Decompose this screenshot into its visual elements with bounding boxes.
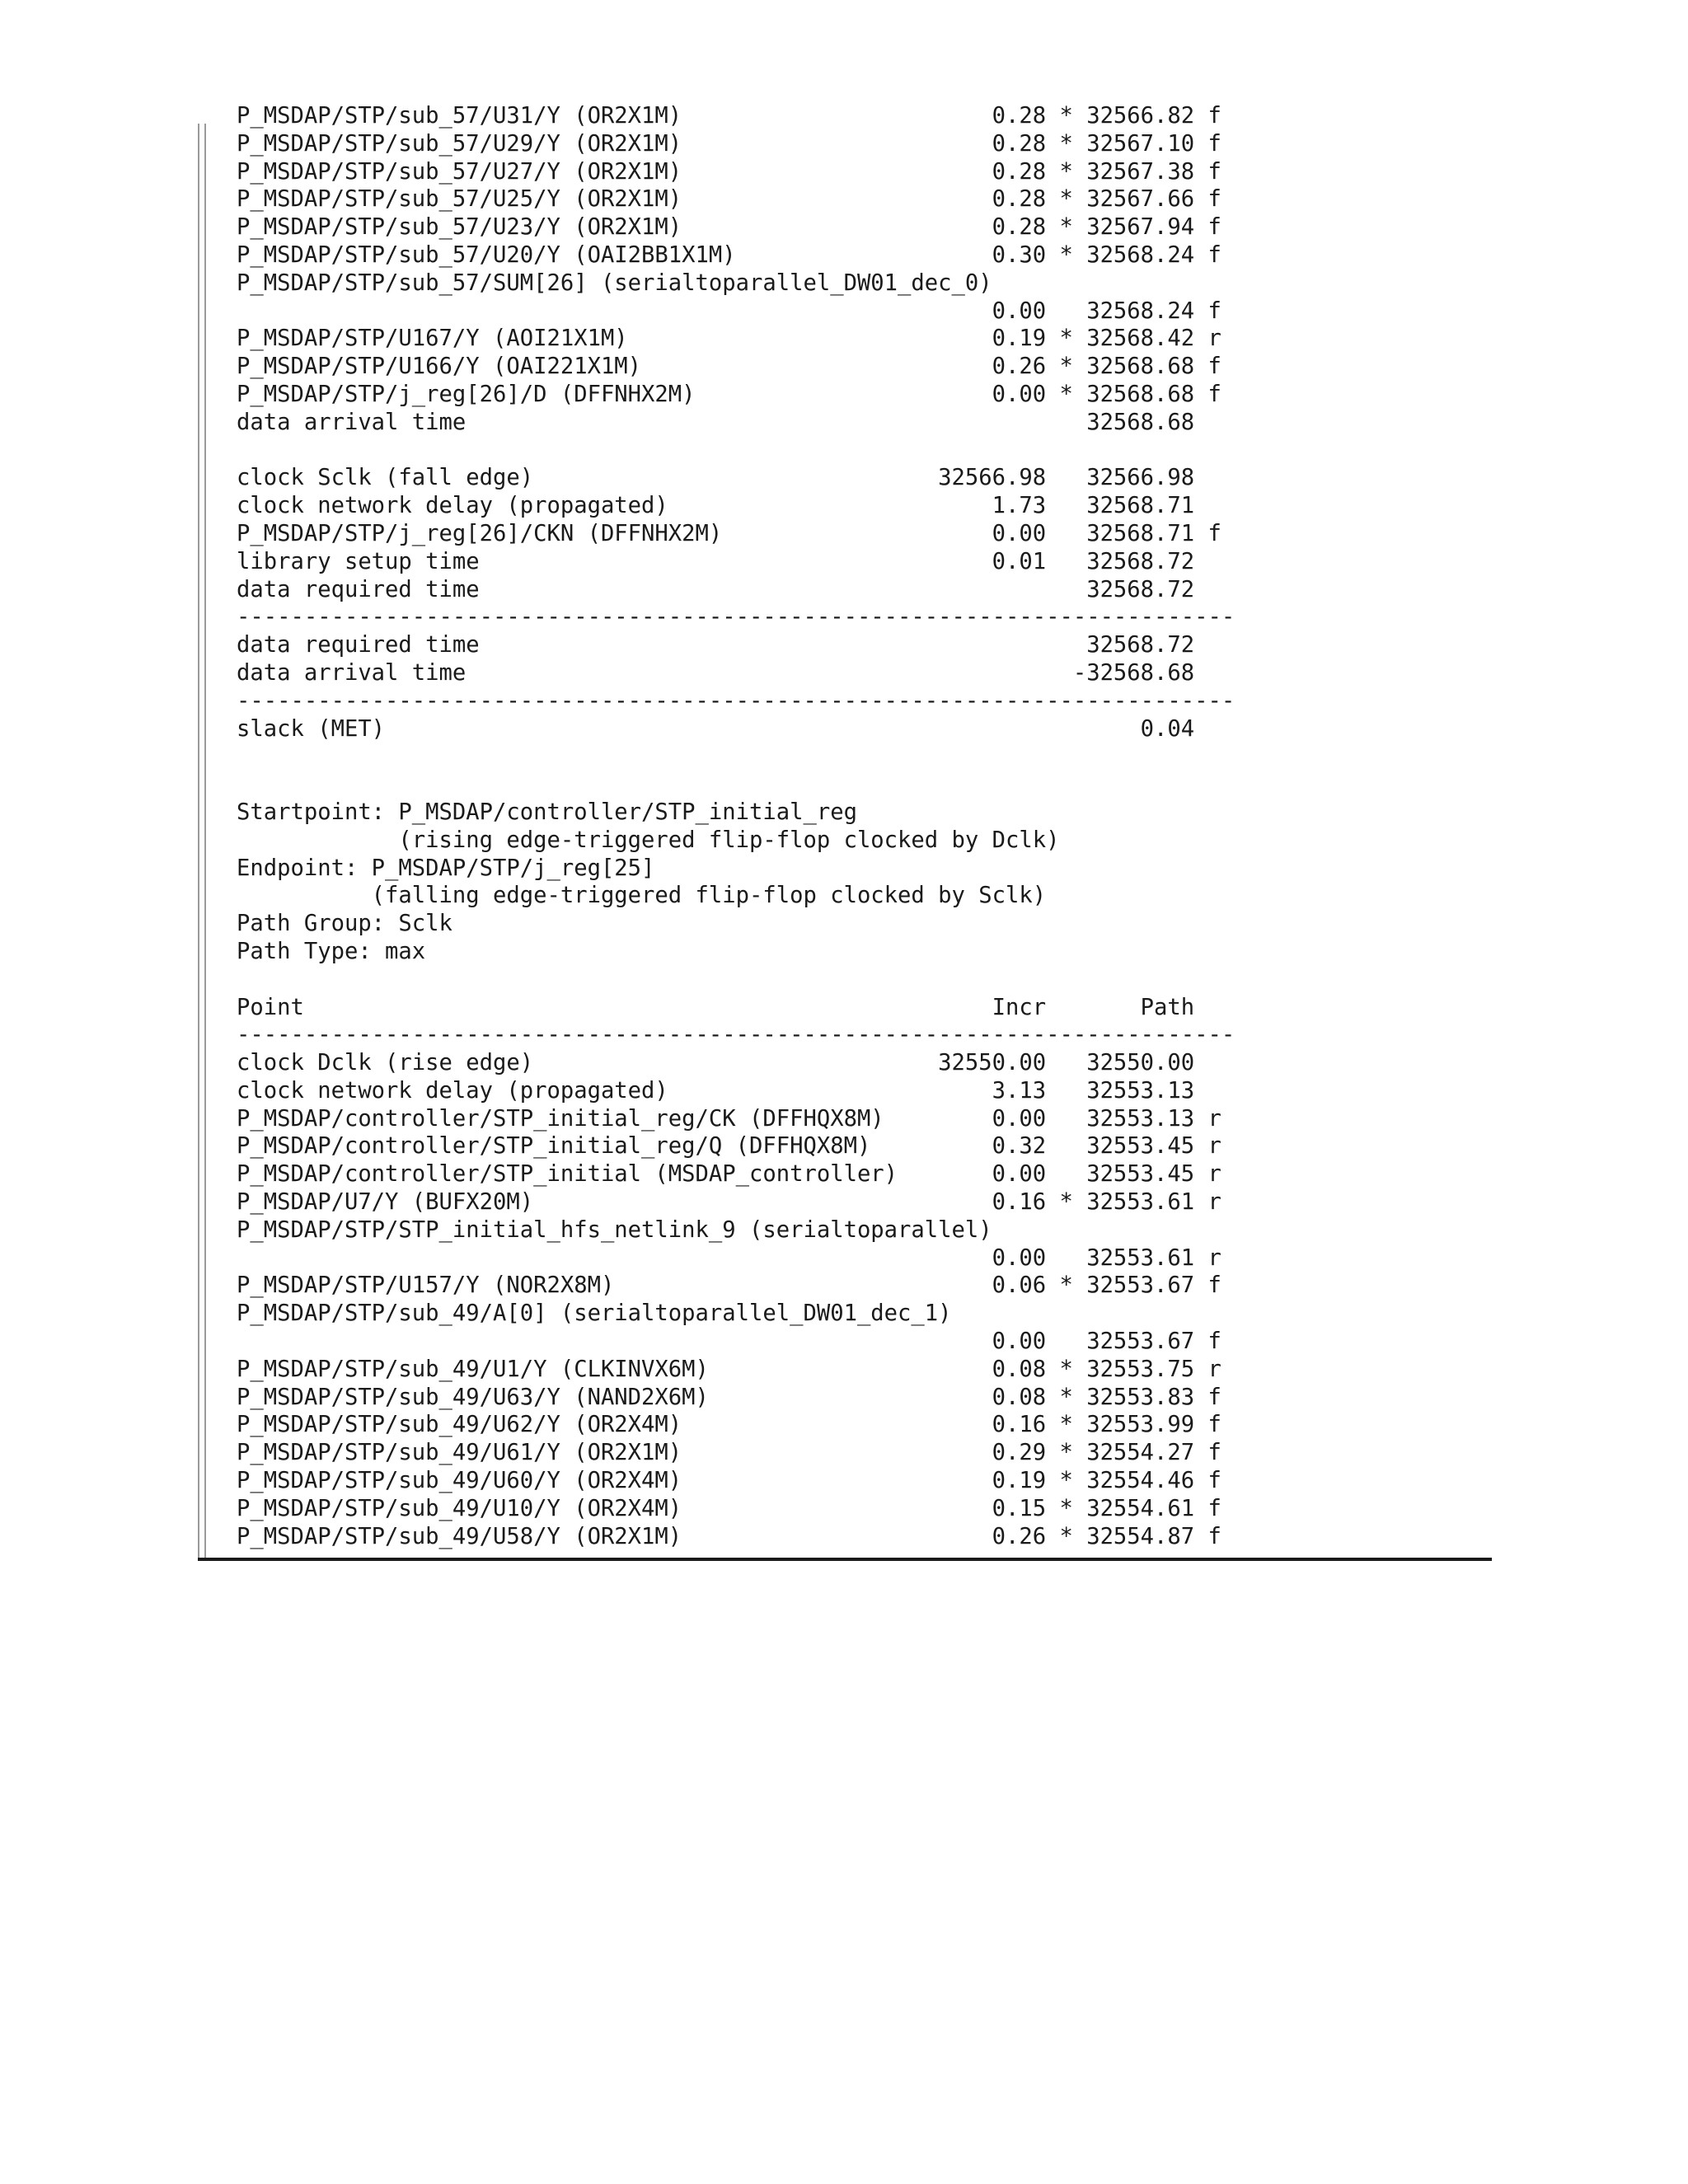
report-line: 0.00 32553.61 r: [237, 1244, 1221, 1271]
report-line: data arrival time 32568.68: [237, 409, 1195, 435]
bottom-border: [198, 1558, 1492, 1561]
report-line: slack (MET) 0.04: [237, 715, 1195, 742]
report-line: [237, 771, 1235, 799]
report-line: P_MSDAP/STP/sub_57/SUM[26] (serialtoparallel_DW01_dec_0): [237, 269, 992, 296]
timing-report-frame: [198, 103, 1492, 1561]
report-line: 0.00 32553.67 f: [237, 1329, 1221, 1355]
report-line: P_MSDAP/STP/sub_57/U20/Y (OAI2BB1X1M) 0.30 * 32568.24 f: [237, 241, 1221, 268]
report-line: clock network delay (propagated) 1.73 32568.71: [237, 493, 1195, 519]
report-line: 0.00 32568.24 f: [237, 298, 1221, 324]
report-line: P_MSDAP/U7/Y (BUFX20M) 0.16 * 32553.61 r: [237, 1189, 1221, 1216]
report-line: P_MSDAP/STP/sub_57/U31/Y (OR2X1M) 0.28 * 32566.82 f: [237, 103, 1221, 129]
report-line: P_MSDAP/STP/sub_49/U62/Y (OR2X4M) 0.16 * 32553.99 f: [237, 1412, 1221, 1438]
report-line: P_MSDAP/STP/j_reg[26]/CKN (DFFNHX2M) 0.00 32568.71 f: [237, 520, 1221, 546]
report-line: P_MSDAP/STP/j_reg[26]/D (DFFNHX2M) 0.00 * 32568.68 f: [237, 381, 1221, 407]
report-line: Path Type: max: [237, 938, 426, 964]
report-line: P_MSDAP/STP/sub_49/U60/Y (OR2X4M) 0.19 * 32554.46 f: [237, 1468, 1221, 1494]
report-line: --------------------------------------------------------------------------: [237, 1022, 1236, 1048]
report-line: (falling edge-triggered flip-flop clocked by Sclk): [237, 883, 1047, 909]
report-line: P_MSDAP/STP/sub_49/U63/Y (NAND2X6M) 0.08 * 32553.83 f: [237, 1384, 1221, 1410]
report-line: library setup time 0.01 32568.72: [237, 548, 1195, 574]
timing-report-text: [237, 102, 1235, 1550]
report-line: data required time 32568.72: [237, 576, 1195, 602]
report-line: --------------------------------------------------------------------------: [237, 604, 1236, 630]
report-line: P_MSDAP/STP/U166/Y (OAI221X1M) 0.26 * 32568.68 f: [237, 354, 1221, 380]
report-line: P_MSDAP/STP/sub_57/U25/Y (OR2X1M) 0.28 * 32567.66 f: [237, 186, 1221, 213]
left-border-outer: [198, 124, 199, 1561]
report-line: data required time 32568.72: [237, 632, 1195, 658]
report-line: Endpoint: P_MSDAP/STP/j_reg[25]: [237, 855, 655, 881]
left-border-inner: [204, 124, 206, 1561]
report-line: clock network delay (propagated) 3.13 32553.13: [237, 1077, 1195, 1104]
report-line: clock Sclk (fall edge) 32566.98 32566.98: [237, 465, 1195, 491]
report-line: Point Incr Path: [237, 994, 1195, 1020]
report-line: P_MSDAP/STP/sub_49/U61/Y (OR2X1M) 0.29 * 32554.27 f: [237, 1440, 1221, 1466]
report-line: P_MSDAP/STP/sub_57/U27/Y (OR2X1M) 0.28 * 32567.38 f: [237, 158, 1221, 185]
report-line: (rising edge-triggered flip-flop clocked by Dclk): [237, 827, 1060, 853]
report-line: P_MSDAP/STP/sub_49/U58/Y (OR2X1M) 0.26 * 32554.87 f: [237, 1523, 1221, 1549]
report-line: P_MSDAP/STP/sub_49/U10/Y (OR2X4M) 0.15 * 32554.61 f: [237, 1495, 1221, 1521]
report-line: P_MSDAP/STP/sub_49/U1/Y (CLKINVX6M) 0.08 * 32553.75 r: [237, 1356, 1221, 1382]
report-line: clock Dclk (rise edge) 32550.00 32550.00: [237, 1050, 1195, 1076]
report-line: P_MSDAP/controller/STP_initial_reg/Q (DFFHQX8M) 0.32 32553.45 r: [237, 1133, 1221, 1160]
report-line: P_MSDAP/STP/STP_initial_hfs_netlink_9 (serialtoparallel): [237, 1216, 992, 1243]
report-line: Path Group: Sclk: [237, 911, 452, 937]
report-line: [237, 437, 1235, 465]
report-line: --------------------------------------------------------------------------: [237, 687, 1236, 714]
report-line: P_MSDAP/STP/U167/Y (AOI21X1M) 0.19 * 32568.42 r: [237, 326, 1221, 352]
report-line: P_MSDAP/controller/STP_initial (MSDAP_controller) 0.00 32553.45 r: [237, 1161, 1221, 1188]
report-line: P_MSDAP/STP/U157/Y (NOR2X8M) 0.06 * 32553.67 f: [237, 1272, 1221, 1299]
report-line: [237, 743, 1235, 771]
report-line: P_MSDAP/STP/sub_49/A[0] (serialtoparallel_DW01_dec_1): [237, 1301, 952, 1327]
report-line: Startpoint: P_MSDAP/controller/STP_initial_reg: [237, 799, 857, 825]
report-line: P_MSDAP/STP/sub_57/U23/Y (OR2X1M) 0.28 * 32567.94 f: [237, 214, 1221, 241]
report-line: P_MSDAP/controller/STP_initial_reg/CK (DFFHQX8M) 0.00 32553.13 r: [237, 1105, 1221, 1132]
report-line: [237, 966, 1235, 994]
report-line: data arrival time -32568.68: [237, 659, 1195, 686]
report-line: P_MSDAP/STP/sub_57/U29/Y (OR2X1M) 0.28 * 32567.10 f: [237, 130, 1221, 157]
